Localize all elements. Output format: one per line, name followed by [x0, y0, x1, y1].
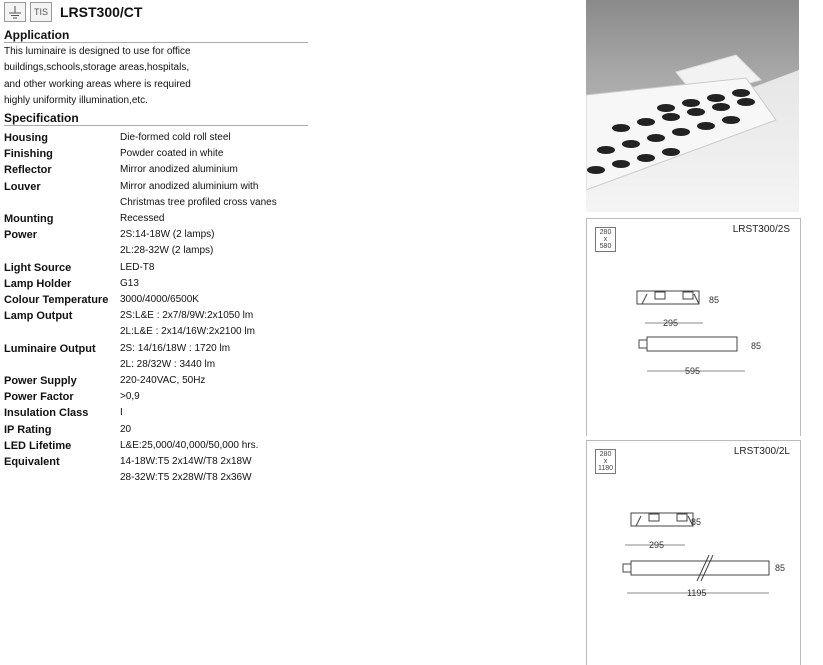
spec-key [4, 195, 120, 211]
spec-row [4, 373, 314, 389]
spec-value: 2S:14-18W (2 lamps) [120, 229, 215, 241]
spec-value: LED-T8 [120, 261, 155, 273]
spec-key [4, 357, 120, 373]
height-dimension: 85 [709, 295, 720, 305]
spec-value: Die-formed cold roll steel [120, 132, 231, 143]
length-dimension: 595 [685, 366, 701, 376]
width-dimension: 295 [649, 540, 665, 550]
spec-value: 14-18W:T5 2x14W/T8 2x18W [120, 456, 252, 468]
spec-row [4, 162, 314, 178]
height-dimension: 85 [691, 517, 702, 527]
specification-table [4, 130, 314, 486]
spec-key: Power [4, 229, 38, 242]
application-line: buildings,schools,storage areas,hospitals, [4, 62, 190, 74]
spec-value: G13 [120, 277, 139, 289]
spec-key: Insulation Class [4, 407, 89, 420]
length-dimension: 1195 [687, 588, 707, 598]
spec-value: Powder coated in white [120, 148, 224, 160]
application-text [4, 44, 244, 109]
spec-row [4, 357, 314, 373]
spec-key: Power Factor [4, 391, 74, 404]
width-dimension: 295 [663, 318, 679, 328]
spec-key: Louver [4, 180, 41, 193]
spec-key: IP Rating [4, 423, 52, 436]
spec-row [4, 341, 314, 357]
spec-row [4, 130, 314, 146]
side-height-dimension: 85 [751, 341, 762, 351]
spec-row [4, 405, 314, 421]
spec-value: 3000/4000/6500K [120, 294, 199, 306]
tis-mark-icon: TIS [30, 2, 52, 22]
spec-value: 2S: 14/16/18W : 1720 lm [120, 342, 231, 354]
spec-value: Recessed [120, 213, 165, 225]
product-photo [586, 0, 799, 212]
earth-ground-icon [4, 2, 26, 22]
spec-row [4, 195, 314, 211]
spec-value: Christmas tree profiled cross vanes [120, 196, 277, 208]
spec-value: 2L: 28/32W : 3440 lm [120, 358, 216, 370]
spec-key: Power Supply [4, 375, 77, 388]
spec-row [4, 292, 314, 308]
spec-key: LED Lifetime [4, 439, 72, 452]
cutout-x: x [603, 236, 608, 243]
spec-value: I [120, 407, 123, 419]
side-height-dimension: 85 [775, 563, 786, 573]
spec-key: Light Source [4, 261, 72, 274]
spec-value: 2S:L&E : 2x7/8/9W:2x1050 lm [120, 310, 254, 322]
spec-value: 28-32W:T5 2x28W/T8 2x36W [120, 472, 252, 484]
application-line: This luminaire is designed to use for office [4, 46, 191, 57]
spec-key: Mounting [4, 213, 54, 226]
spec-key: Equivalent [4, 456, 60, 469]
cutout-length: 1180 [597, 465, 614, 472]
spec-row [4, 146, 314, 162]
spec-value: 220-240VAC, 50Hz [120, 375, 206, 387]
spec-row [4, 438, 314, 454]
cutout-width: 280 [599, 451, 612, 458]
spec-value: Mirror anodized aluminium [120, 164, 238, 176]
product-header [4, 2, 142, 22]
spec-row [4, 276, 314, 292]
spec-key: Colour Temperature [4, 294, 109, 307]
spec-row [4, 227, 314, 243]
spec-key: Lamp Output [4, 310, 73, 323]
spec-row [4, 454, 314, 470]
spec-value: 2L:28-32W (2 lamps) [120, 245, 214, 257]
cutout-width: 280 [599, 229, 612, 236]
spec-key [4, 324, 120, 340]
spec-key: Finishing [4, 148, 53, 161]
variant-model: LRST300/2L [733, 446, 790, 457]
dimension-drawing [587, 219, 800, 436]
product-title: LRST300/CT [60, 4, 143, 20]
spec-key: Lamp Holder [4, 277, 72, 290]
spec-row [4, 422, 314, 438]
spec-value: >0,9 [120, 391, 140, 403]
spec-key [4, 243, 120, 259]
application-line: and other working areas where is required [4, 78, 191, 90]
spec-key: Housing [4, 132, 48, 144]
variant-model: LRST300/2S [732, 224, 790, 235]
cutout-x: x [603, 458, 608, 465]
spec-row [4, 324, 314, 340]
cutout-length: 580 [599, 243, 612, 250]
spec-value: 2L:L&E : 2x14/16W:2x2100 lm [120, 326, 255, 338]
application-heading: Application [4, 28, 308, 43]
spec-row [4, 243, 314, 259]
dimension-drawing [587, 441, 800, 665]
variant-panel-2l [586, 440, 801, 665]
spec-row [4, 389, 314, 405]
spec-value: Mirror anodized aluminium with [120, 180, 259, 192]
spec-row [4, 179, 314, 195]
spec-row [4, 211, 314, 227]
spec-key: Luminaire Output [4, 342, 96, 355]
variant-panel-2s [586, 218, 801, 436]
spec-value: L&E:25,000/40,000/50,000 hrs. [120, 439, 259, 451]
spec-row [4, 470, 314, 486]
spec-row [4, 260, 314, 276]
spec-row [4, 308, 314, 324]
application-line: highly uniformity illumination,etc. [4, 94, 148, 106]
spec-key: Reflector [4, 164, 52, 177]
specification-heading: Specification [4, 111, 308, 126]
spec-value: 20 [120, 423, 132, 435]
spec-key [4, 470, 120, 486]
